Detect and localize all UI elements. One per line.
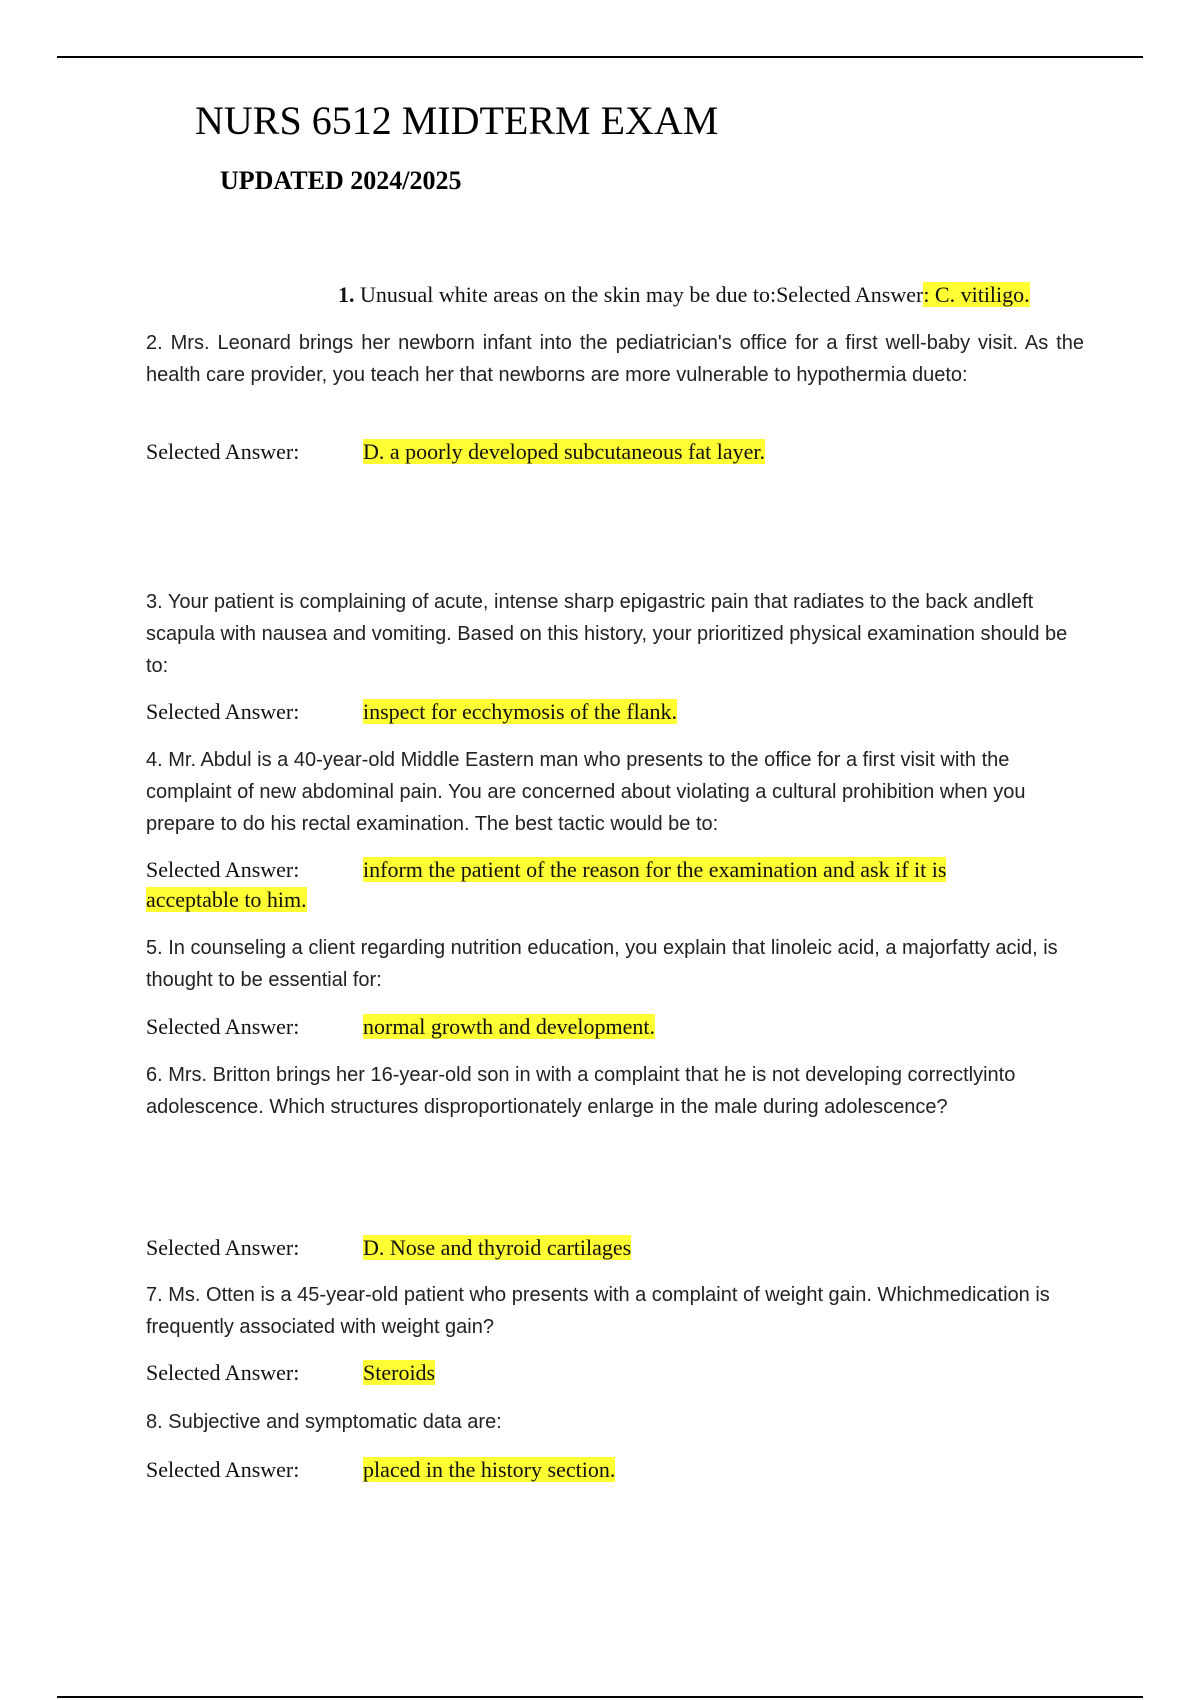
question-8-answer-row — [146, 1455, 1046, 1485]
question-1 — [338, 280, 1030, 310]
question-2-text: 2. Mrs. Leonard brings her newborn infant into the pediatrician's office for a first well-baby visit. As the health care provider, you teach her that newborns are more vulnerable to hypothermia dueto: — [146, 332, 1084, 386]
selected-answer-label: Selected Answer: — [146, 1014, 300, 1039]
question-6-answer-row — [146, 1233, 1046, 1263]
question-5-answer-row — [146, 1012, 1046, 1042]
question-4-answer: inform the patient of the reason for the examination and ask if it is — [363, 857, 947, 882]
question-1-text: Unusual white areas on the skin may be due to:Selected Answer — [354, 282, 924, 307]
question-7-answer-row — [146, 1358, 1046, 1388]
selected-answer-label: Selected Answer: — [146, 1360, 300, 1385]
selected-answer-label: Selected Answer: — [146, 857, 300, 882]
selected-answer-label: Selected Answer: — [146, 1457, 300, 1482]
selected-answer-label: Selected Answer: — [146, 439, 300, 464]
question-2-answer: D. a poorly developed subcutaneous fat layer. — [363, 439, 765, 464]
question-3-answer: inspect for ecchymosis of the flank. — [363, 699, 678, 724]
selected-answer-label: Selected Answer: — [146, 1235, 300, 1260]
question-3-text: 3. Your patient is complaining of acute, intense sharp epigastric pain that radiates to the back andleft scapula with nausea and vomiting. Based on this history, your prioritized physical examination should be to: — [146, 591, 1068, 677]
question-7-answer: Steroids — [363, 1360, 436, 1385]
question-7-text: 7. Ms. Otten is a 45-year-old patient who presents with a complaint of weight gain. Whichmedication is frequently associated with weight gain? — [146, 1284, 1050, 1338]
question-4-text: 4. Mr. Abdul is a 40-year-old Middle Eastern man who presents to the office for a first visit with the complaint of new abdominal pain. You are concerned about violating a cultural prohibition when you prepare to do his rectal examination. The best tactic would be to: — [146, 749, 1026, 835]
question-4-answer-continued: acceptable to him. — [146, 887, 307, 912]
question-4-answer-row — [146, 855, 1046, 915]
bottom-rule — [57, 1696, 1143, 1698]
page-title: NURS 6512 MIDTERM EXAM — [195, 98, 719, 143]
question-1-answer: : C. vitiligo. — [923, 282, 1030, 307]
question-1-number: 1. — [338, 282, 355, 307]
question-5-text: 5. In counseling a client regarding nutrition education, you explain that linoleic acid, a majorfatty acid, is thought to be essential for: — [146, 937, 1058, 991]
question-3-answer-row — [146, 697, 1046, 727]
question-5-answer: normal growth and development. — [363, 1014, 656, 1039]
question-8-text: 8. Subjective and symptomatic data are: — [146, 1411, 502, 1433]
question-6-answer: D. Nose and thyroid cartilages — [363, 1235, 632, 1260]
top-rule — [57, 56, 1143, 58]
question-2-answer-row — [146, 437, 1046, 467]
question-6-text: 6. Mrs. Britton brings her 16-year-old son in with a complaint that he is not developing correctlyinto adolescence. Which structures disproportionately enlarge in the male during adolescence? — [146, 1064, 1016, 1118]
selected-answer-label: Selected Answer: — [146, 699, 300, 724]
page-subtitle: UPDATED 2024/2025 — [220, 166, 462, 195]
question-8-answer: placed in the history section. — [363, 1457, 616, 1482]
